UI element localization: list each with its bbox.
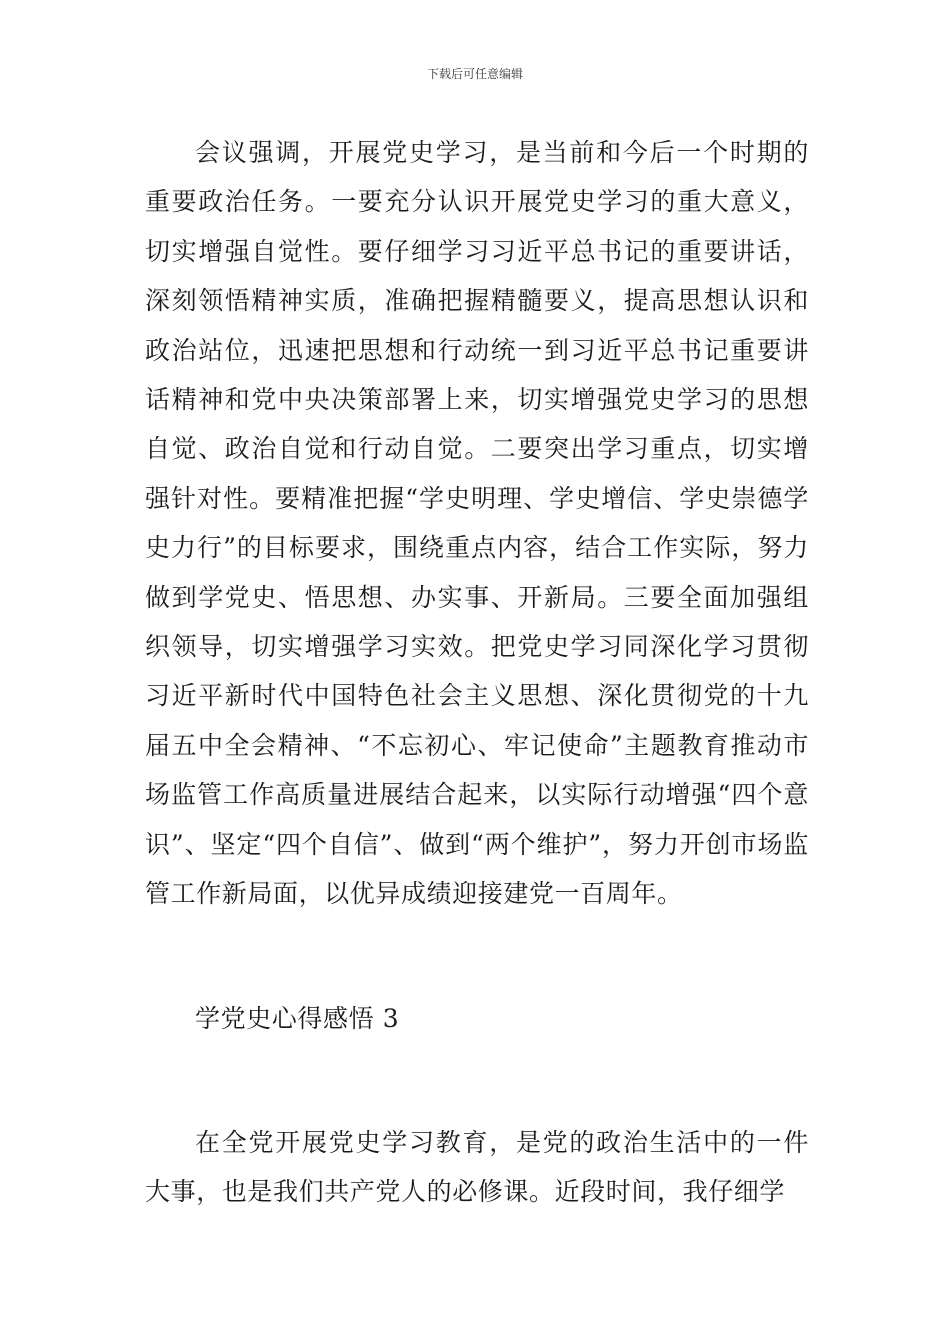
document-page [145,128,809,1217]
body-paragraph: 在全党开展党史学习教育，是党的政治生活中的一件大事，也是我们共产党人的必修课。近段时间，我仔细学 [145,1127,809,1207]
section-heading: 学党史心得感悟 3 [195,1003,400,1033]
body-paragraph: 会议强调，开展党史学习，是当前和今后一个时期的重要政治任务。一要充分认识开展党史学习的重大意义，切实增强自觉性。要仔细学习习近平总书记的重要讲话，深刻领悟精神实质，准确把握精髓要义，提高思想认识和政治站位，迅速把思想和行动统一到习近平总书记重要讲话精神和党中央决策部署上来，切实增强党史学习的思想自觉、政治自觉和行动自觉。二要突出学习重点，切实增强针对性。要精准把握“学史明理、学史增信、学史崇德学史力行”的目标要求，围绕重点内容，结合工作实际，努力做到学党史、悟思想、办实事、开新局。三要全面加强组织领导，切实增强学习实效。把党史学习同深化学习贯彻习近平新时代中国特色社会主义思想、深化贯彻党的十九届五中全会精神、“不忘初心、牢记使命”主题教育推动市场监管工作高质量进展结合起来，以实际行动增强“四个意识”、坚定“四个自信”、做到“两个维护”，努力开创市场监管工作新局面，以优异成绩迎接建党一百周年。 [145,138,809,909]
page-header-note: 下载后可任意编辑 [426,67,523,81]
